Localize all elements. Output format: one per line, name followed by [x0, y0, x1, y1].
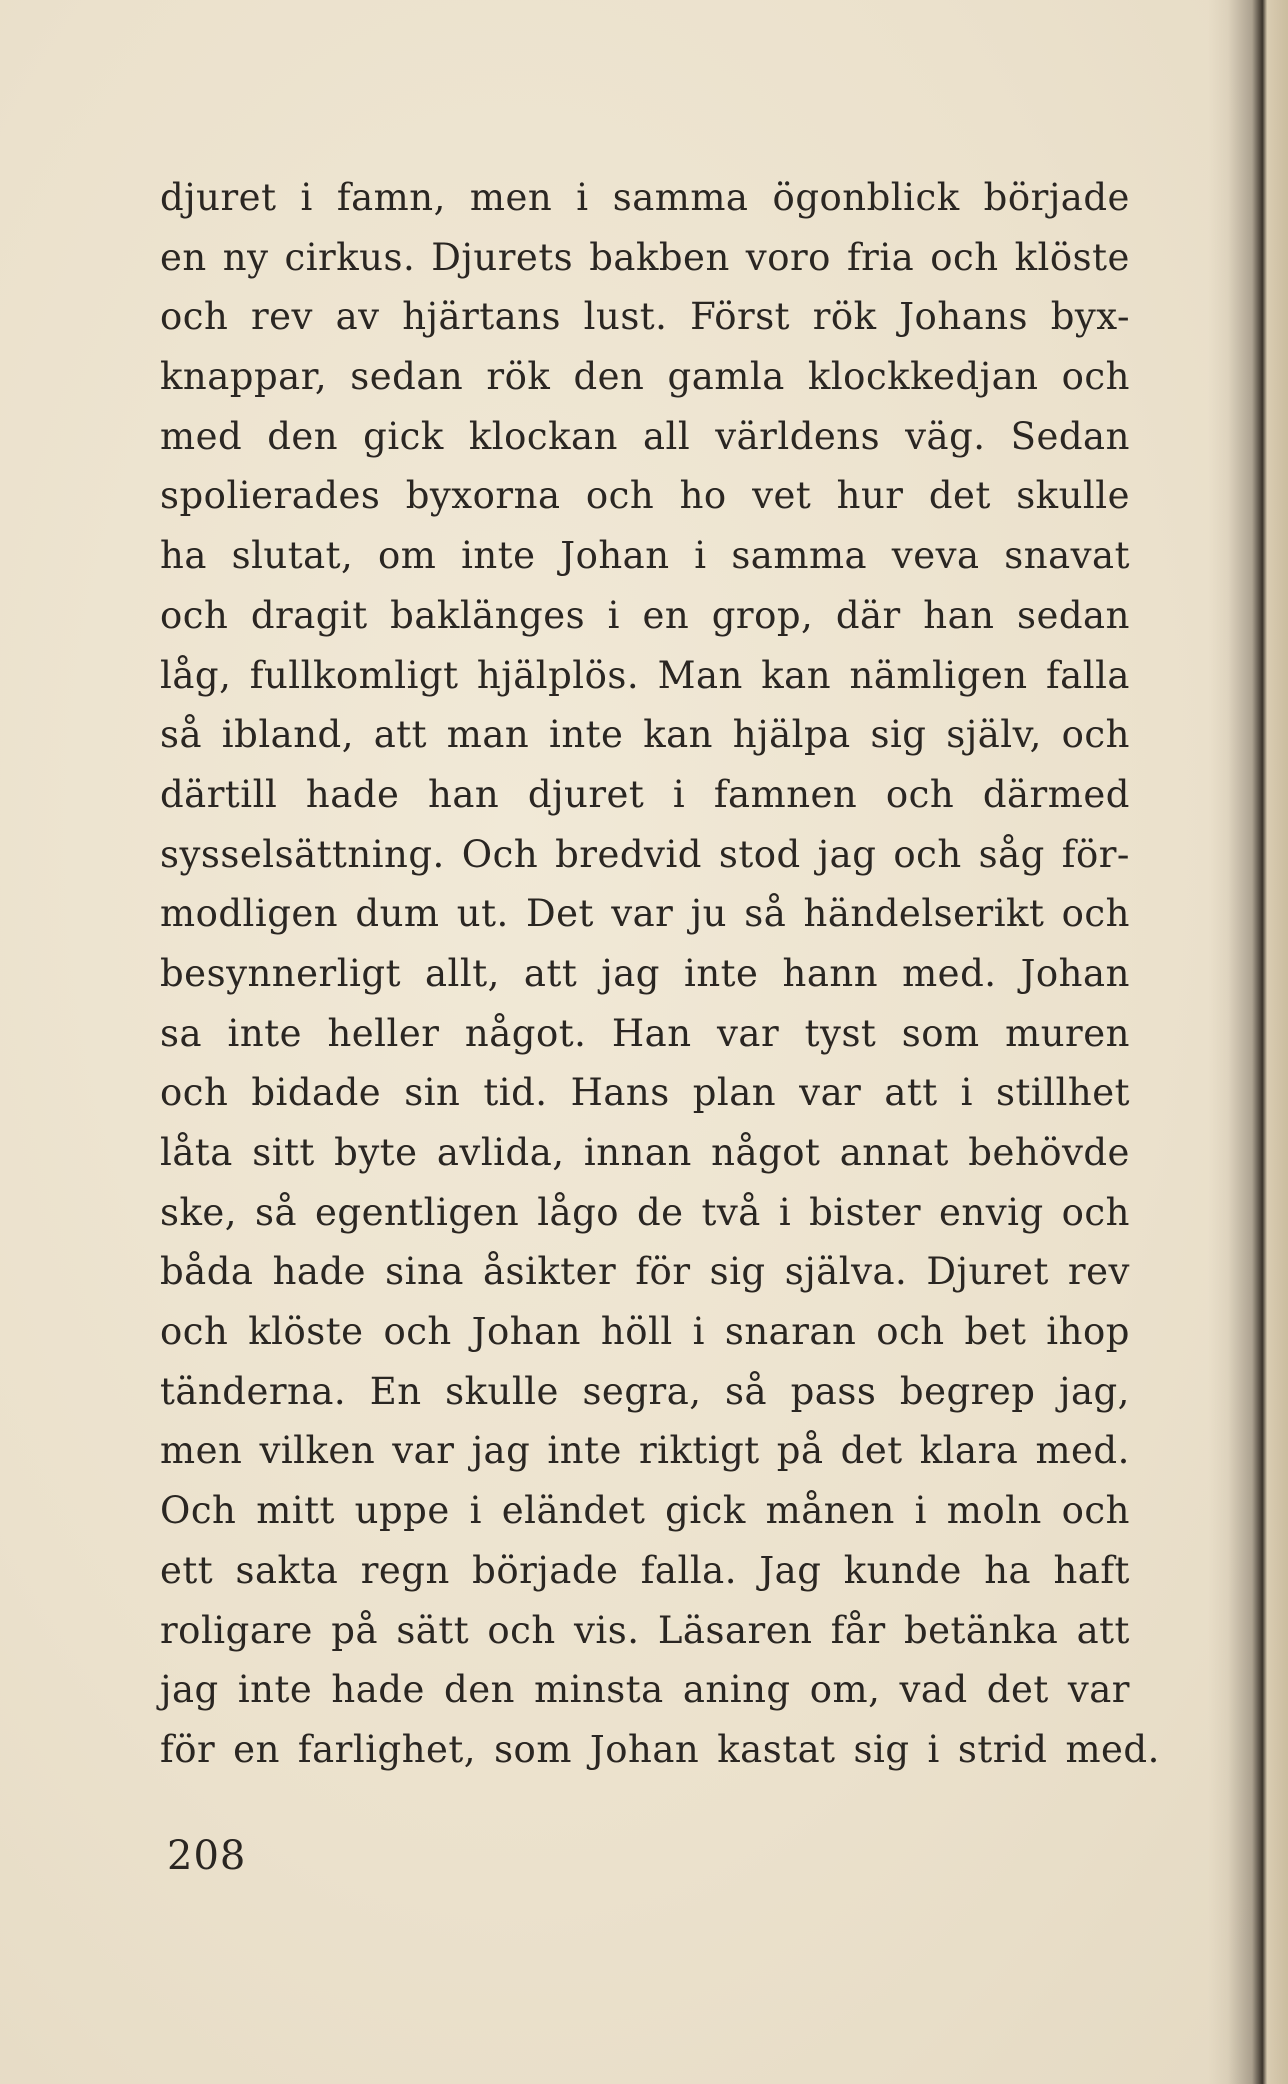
- word: eländet: [501, 1489, 646, 1533]
- word: båda: [160, 1250, 254, 1294]
- word: avlida,: [436, 1131, 565, 1174]
- word: moln: [946, 1489, 1042, 1533]
- text-line: [160, 407, 1130, 467]
- word: fria: [846, 235, 915, 279]
- word: något.: [464, 1011, 587, 1055]
- word: kunde: [843, 1548, 962, 1592]
- word: för-: [1061, 832, 1130, 876]
- word: inte: [227, 1011, 302, 1055]
- word: kastat: [717, 1727, 836, 1771]
- text-line: [160, 1720, 1160, 1780]
- word: så: [744, 892, 787, 936]
- word: för: [635, 1250, 691, 1294]
- word: så: [160, 713, 203, 757]
- word: i: [607, 593, 620, 637]
- word: åsikter: [482, 1250, 617, 1294]
- word: låg,: [160, 653, 232, 697]
- word: stod: [718, 832, 801, 876]
- word: haft: [1053, 1548, 1130, 1592]
- text-line: [160, 1601, 1130, 1661]
- word: av: [335, 295, 380, 339]
- word: på: [776, 1429, 824, 1473]
- text-line: [160, 287, 1130, 347]
- word: kan: [761, 653, 832, 697]
- text-line: [160, 1421, 1130, 1481]
- word: såg: [978, 832, 1045, 876]
- word: bidade: [251, 1071, 382, 1115]
- word: han: [428, 772, 500, 816]
- word: byxorna: [405, 474, 561, 518]
- word: segra,: [582, 1369, 702, 1413]
- word: inte: [547, 1429, 622, 1473]
- word: hade: [272, 1250, 367, 1294]
- word: som: [494, 1727, 572, 1771]
- word: tyst: [804, 1011, 877, 1055]
- word: vet: [752, 474, 812, 518]
- word: hur: [836, 474, 904, 518]
- word: ibland,: [221, 713, 354, 757]
- word: man: [446, 713, 530, 757]
- text-line: [160, 586, 1130, 646]
- word: sätt: [396, 1608, 470, 1652]
- word: och: [160, 295, 229, 339]
- word: jag: [471, 1429, 531, 1473]
- word: byte: [334, 1131, 418, 1174]
- word: inte: [684, 951, 759, 995]
- word: behövde: [968, 1131, 1130, 1174]
- word: dragit: [250, 593, 368, 637]
- word: Sedan: [1010, 414, 1130, 458]
- word: något: [711, 1131, 821, 1174]
- word: två: [701, 1190, 761, 1234]
- word: i: [576, 176, 589, 219]
- word: ha: [160, 534, 207, 578]
- word: och: [1061, 1190, 1130, 1234]
- word: stillhet: [996, 1071, 1130, 1115]
- word: modligen: [160, 892, 339, 936]
- word: Hans: [570, 1071, 670, 1115]
- word: rev: [250, 295, 313, 339]
- word: så: [255, 1190, 298, 1234]
- word: strid: [957, 1727, 1048, 1771]
- word: ut.: [456, 892, 509, 936]
- word: vilken: [259, 1429, 376, 1473]
- word: egentligen: [315, 1190, 520, 1234]
- word: var: [717, 1011, 780, 1055]
- text-line: [160, 1183, 1130, 1243]
- word: grop,: [711, 593, 814, 637]
- word: det: [986, 1668, 1049, 1712]
- word: var: [799, 1071, 862, 1115]
- word: Och: [461, 832, 539, 876]
- text-line: [160, 1004, 1130, 1064]
- word: Johan: [589, 1727, 700, 1771]
- word: inte: [461, 534, 536, 578]
- word: därtill: [160, 772, 278, 816]
- word: med.: [1065, 1727, 1160, 1771]
- word: heller: [327, 1011, 440, 1055]
- word: rev: [1067, 1250, 1130, 1294]
- word: han: [923, 593, 995, 637]
- word: muren: [1005, 1011, 1130, 1055]
- word: ny: [222, 235, 269, 279]
- word: djuret: [527, 772, 645, 816]
- word: ihop: [1046, 1310, 1130, 1354]
- word: och: [383, 1310, 452, 1354]
- word: var: [611, 892, 674, 936]
- word: all: [642, 414, 691, 458]
- word: djuret: [160, 176, 277, 219]
- word: började: [983, 176, 1130, 219]
- word: en: [642, 593, 690, 637]
- word: och: [160, 593, 229, 637]
- text-line: [160, 1242, 1130, 1302]
- word: dum: [355, 892, 440, 936]
- word: som: [901, 1011, 980, 1055]
- text-line: [160, 765, 1130, 825]
- word: den: [444, 1668, 515, 1712]
- word: bet: [964, 1310, 1027, 1354]
- word: innan: [583, 1131, 692, 1174]
- word: besynnerligt: [160, 951, 401, 995]
- text-line: [160, 1302, 1130, 1362]
- word: om,: [809, 1668, 881, 1712]
- word: i: [672, 772, 686, 816]
- book-spine-shadow: [1208, 0, 1288, 2084]
- word: fullkomligt: [249, 653, 459, 697]
- word: tänderna.: [160, 1369, 347, 1413]
- word: skulle: [445, 1369, 559, 1413]
- word: hade: [305, 772, 400, 816]
- word: Johan: [471, 1310, 581, 1354]
- word: inte: [237, 1668, 313, 1712]
- word: Djuret: [926, 1250, 1049, 1294]
- word: falla.: [640, 1548, 737, 1592]
- word: klöste: [248, 1310, 364, 1354]
- word: riktigt: [638, 1429, 760, 1473]
- word: knappar,: [160, 355, 328, 399]
- word: den: [267, 414, 339, 458]
- word: lust.: [583, 295, 668, 339]
- page-number: 208: [167, 1833, 247, 1879]
- word: gick: [363, 414, 444, 458]
- text-line: [160, 825, 1130, 885]
- word: begrep: [899, 1369, 1036, 1413]
- word: hjälpa: [732, 713, 851, 757]
- word: får: [830, 1608, 886, 1652]
- word: tid.: [483, 1071, 548, 1115]
- word: i: [694, 534, 707, 578]
- word: men: [160, 1429, 243, 1473]
- word: ögonblick: [772, 176, 960, 219]
- text-line: [160, 646, 1130, 706]
- word: det: [840, 1429, 903, 1473]
- word: bredvid: [555, 832, 702, 876]
- word: Johans: [899, 295, 1029, 339]
- word: en: [160, 235, 207, 279]
- word: ho: [679, 474, 727, 518]
- word: händelserikt: [803, 892, 1045, 936]
- word: jag: [601, 951, 660, 995]
- word: de: [637, 1190, 684, 1234]
- word: famn,: [336, 176, 446, 219]
- word: själva.: [784, 1250, 908, 1294]
- word: var: [392, 1429, 455, 1473]
- text-line: [160, 1481, 1130, 1541]
- word: rök: [486, 355, 551, 399]
- word: nämligen: [849, 653, 1028, 697]
- word: gamla: [667, 355, 785, 399]
- word: hann: [782, 951, 879, 995]
- word: det: [928, 474, 991, 518]
- word: ju: [690, 892, 727, 936]
- word: spolierades: [160, 474, 381, 518]
- word: ha: [984, 1548, 1032, 1592]
- word: samma: [731, 534, 868, 578]
- text-line: [160, 1063, 1130, 1123]
- word: uppe: [354, 1489, 450, 1533]
- word: den: [573, 355, 645, 399]
- word: veva: [891, 534, 980, 578]
- word: roligare: [160, 1608, 313, 1652]
- word: och: [1061, 355, 1130, 399]
- word: bister: [809, 1190, 922, 1234]
- word: och: [930, 235, 999, 279]
- word: Det: [526, 892, 594, 936]
- word: och: [160, 1310, 229, 1354]
- word: och: [487, 1608, 556, 1652]
- word: för: [160, 1727, 216, 1771]
- word: baklänges: [390, 593, 586, 637]
- word: samma: [612, 176, 749, 219]
- word: inte: [549, 713, 624, 757]
- word: och: [885, 772, 955, 816]
- word: att: [1076, 1608, 1130, 1652]
- word: minsta: [534, 1668, 664, 1712]
- word: sedan: [1016, 593, 1130, 637]
- word: att: [884, 1071, 938, 1115]
- word: jag: [817, 832, 877, 876]
- word: Och: [160, 1489, 237, 1533]
- word: sakta: [235, 1548, 339, 1592]
- word: klöste: [1014, 235, 1130, 279]
- word: kan: [643, 713, 714, 757]
- word: månen: [765, 1489, 895, 1533]
- word: med.: [1035, 1429, 1130, 1473]
- word: mitt: [256, 1489, 335, 1533]
- word: snaran: [724, 1310, 857, 1354]
- word: sin: [404, 1071, 461, 1115]
- word: vad: [899, 1668, 968, 1712]
- text-line: [160, 466, 1130, 526]
- word: en: [233, 1727, 280, 1771]
- word: Johan: [1020, 951, 1130, 995]
- word: klara: [919, 1429, 1019, 1473]
- word: ett: [160, 1548, 214, 1592]
- word: därmed: [982, 772, 1130, 816]
- word: farlighet,: [297, 1727, 477, 1771]
- word: cirkus.: [284, 235, 416, 279]
- text-line: [160, 1123, 1130, 1183]
- word: och: [160, 1071, 229, 1115]
- word: där: [835, 593, 901, 637]
- word: gick: [665, 1489, 746, 1533]
- word: själv,: [946, 713, 1042, 757]
- word: men: [469, 176, 553, 219]
- word: sedan: [350, 355, 464, 399]
- word: i: [300, 176, 313, 219]
- text-line: [160, 168, 1130, 228]
- word: rök: [812, 295, 877, 339]
- word: klockkedjan: [807, 355, 1039, 399]
- word: skulle: [1016, 474, 1130, 518]
- text-line: [160, 347, 1130, 407]
- text-line: [160, 1660, 1130, 1720]
- word: på: [331, 1608, 379, 1652]
- word: och: [585, 474, 655, 518]
- word: att: [523, 951, 578, 995]
- word: envig: [939, 1190, 1044, 1234]
- word: i: [692, 1310, 705, 1354]
- word: i: [914, 1489, 927, 1533]
- word: ske,: [160, 1190, 238, 1234]
- text-line: [160, 1362, 1130, 1422]
- word: Man: [657, 653, 743, 697]
- word: vis.: [574, 1608, 640, 1652]
- word: med: [160, 414, 243, 458]
- word: Jag: [759, 1548, 822, 1592]
- word: att: [373, 713, 428, 757]
- word: i: [469, 1489, 482, 1533]
- word: Han: [611, 1011, 692, 1055]
- word: lågo: [537, 1190, 620, 1234]
- word: pass: [790, 1369, 877, 1413]
- word: och: [1061, 713, 1130, 757]
- word: famnen: [713, 772, 858, 816]
- word: och: [1061, 1489, 1130, 1533]
- word: i: [960, 1071, 973, 1115]
- word: sysselsättning.: [160, 832, 445, 876]
- word: allt,: [424, 951, 500, 995]
- word: slutat,: [231, 534, 354, 578]
- word: och: [876, 1310, 945, 1354]
- word: om: [378, 534, 437, 578]
- word: snavat: [1004, 534, 1130, 578]
- word: jag: [160, 1668, 219, 1712]
- text-line: [160, 526, 1130, 586]
- text-line: [160, 884, 1130, 944]
- text-line: [160, 228, 1130, 288]
- word: sa: [160, 1011, 203, 1055]
- word: falla: [1045, 653, 1130, 697]
- word: byx-: [1050, 295, 1130, 339]
- word: hjärtans: [402, 295, 562, 339]
- text-line: [160, 705, 1130, 765]
- word: låta: [160, 1131, 233, 1174]
- word: och: [1061, 892, 1130, 936]
- word: hade: [331, 1668, 425, 1712]
- word: voro: [745, 235, 831, 279]
- word: Djurets: [431, 235, 574, 279]
- word: Läsaren: [657, 1608, 813, 1652]
- text-line: [160, 1541, 1130, 1601]
- word: höll: [600, 1310, 673, 1354]
- word: plan: [692, 1071, 777, 1115]
- word: klockan: [468, 414, 618, 458]
- word: regn: [360, 1548, 450, 1592]
- word: jag,: [1058, 1369, 1130, 1413]
- word: var: [1067, 1668, 1130, 1712]
- word: sig: [853, 1727, 910, 1771]
- word: sig: [709, 1250, 766, 1294]
- word: sig: [870, 713, 927, 757]
- text-line: [160, 944, 1130, 1004]
- word: betänka: [903, 1608, 1059, 1652]
- body-text: [160, 168, 1160, 1780]
- word: annat: [839, 1131, 949, 1174]
- word: sitt: [252, 1131, 315, 1174]
- word: aning: [682, 1668, 791, 1712]
- word: hjälplös.: [476, 653, 640, 697]
- word: bakben: [589, 235, 730, 279]
- word: så: [725, 1369, 768, 1413]
- word: En: [369, 1369, 422, 1413]
- word: Johan: [560, 534, 670, 578]
- word: världens: [715, 414, 881, 458]
- word: i: [778, 1190, 792, 1234]
- word: väg.: [905, 414, 986, 458]
- word: sina: [385, 1250, 464, 1294]
- word: med.: [902, 951, 997, 995]
- word: Först: [690, 295, 791, 339]
- word: och: [893, 832, 962, 876]
- word: började: [472, 1548, 619, 1592]
- word: i: [927, 1727, 940, 1771]
